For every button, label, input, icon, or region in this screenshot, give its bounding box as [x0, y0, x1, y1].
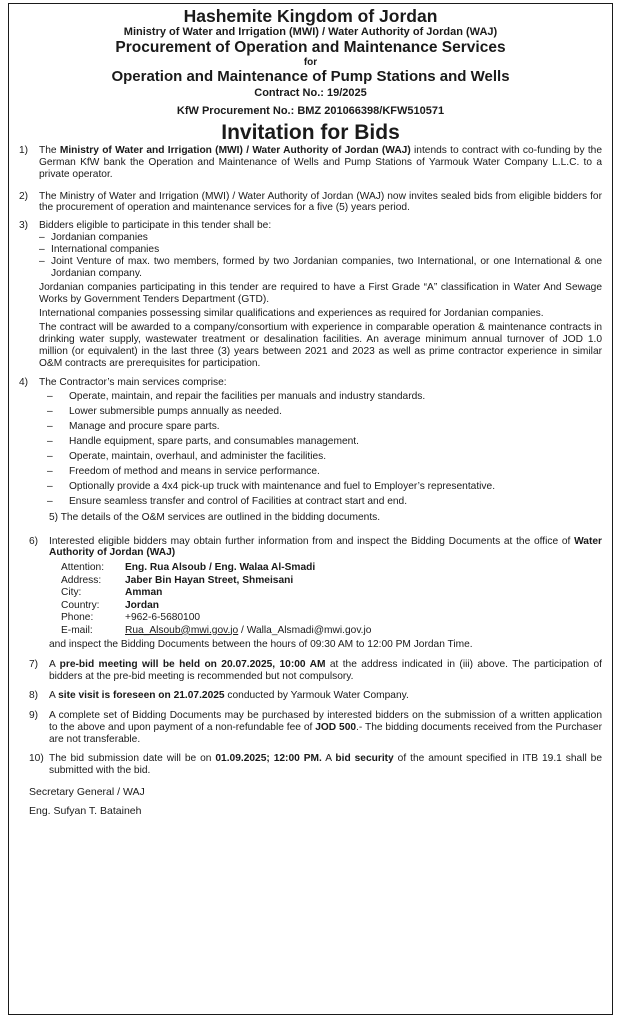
list-item: – Ensure seamless transfer and control of Facilities at contract start and end. [47, 496, 408, 508]
header-procurement: Procurement of Operation and Maintenance Services [115, 38, 506, 56]
phone-value: +962-6-5680100 [125, 612, 201, 624]
list-item: – Optionally provide a 4x4 pick-up truck with maintenance and fuel to Employer’s representative. [47, 481, 496, 493]
email-link-1[interactable]: Rua_Alsoub@mwi.gov.jo [125, 624, 239, 636]
country-value: Jordan [125, 599, 159, 611]
eligibility-list [39, 232, 602, 280]
signature-title: Secretary General / WAJ [29, 786, 145, 799]
attention-value: Eng. Rua Alsoub / Eng. Walaa Al-Smadi [125, 562, 316, 574]
signature-name: Eng. Sufyan T. Bataineh [29, 805, 142, 818]
header-ministry: Ministry of Water and Irrigation (MWI) / Water Authority of Jordan (WAJ) [123, 26, 498, 39]
header-project: Operation and Maintenance of Pump Stations and Wells [111, 68, 510, 86]
list-item: – Joint Venture of max. two members, formed by two Jordanian companies, two International, or one International & one Jordanian company. [39, 256, 602, 280]
kfw-number: KfW Procurement No.: BMZ 201066398/KFW510571 [176, 104, 445, 117]
eligibility-experience: The contract will be awarded to a company/consortium with experience in comparable operation & maintenance contracts in drinking water supply, wastewater treatment or desalination facilities. An average minimum annual turnover of JOD 1.0 million (or equivalent) in the last three (3) years between 2021 and 2023 as well as prime contractor experience in similar O&M contracts are prerequisites for participation. [39, 321, 602, 369]
eligibility-international: International companies possessing similar qualifications and experiences as required for Jordanian companies. [39, 307, 544, 319]
services-note: 5) The details of the O&M services are outlined in the bidding documents. [49, 511, 381, 523]
list-item: – Freedom of method and means in service performance. [47, 466, 320, 478]
contact-details: Attention: Eng. Rua Alsoub / Eng. Walaa Al-Smadi Address: Jaber Bin Hayan Street, Shmeisani City: Amman Country: Jordan Phone: +962-6-5680100 E-mail: Rua_Alsoub@mwi.gov.jo / Walla_Alsmadi@mwi.gov.jo [61, 562, 602, 637]
item-10: 10) The bid submission date will be on 01.09.2025; 12:00 PM. A bid security of the amount specified in ITB 19.1 shall be submitted with the bid. [29, 752, 603, 776]
city-value: Amman [125, 587, 163, 599]
item-4: 4) The Contractor’s main services comprise: – Operate, maintain, and repair the facilities per manuals and industry standards. – Lower submersible pumps annually as needed. – Manage and procure spare parts. – Handle equipment, spare parts, and consumables management. – Operate, maintain, overhaul, and administer the facilities. – Freedom of method and means in service performance. – Optionally provide a 4x4 pick-up truck with maintenance and fuel to Employer’s representative. – Ensure seamless transfer and control of Facilities at contract start and end. 5) The details of the O&M services are outlined in the bidding documents. [19, 377, 602, 527]
tender-notice [8, 3, 613, 1015]
email-link-2[interactable]: Walla_Alsmadi@mwi.gov.jo [246, 624, 372, 636]
address-value: Jaber Bin Hayan Street, Shmeisani [125, 574, 294, 586]
page-title: Invitation for Bids [221, 120, 400, 144]
list-item: – Manage and procure spare parts. [47, 420, 220, 432]
notice-body [19, 145, 602, 818]
header-country: Hashemite Kingdom of Jordan [183, 6, 438, 26]
list-item: – Handle equipment, spare parts, and consumables management. [47, 435, 359, 447]
list-item: – International companies [39, 244, 160, 256]
item-2: 2) The Ministry of Water and Irrigation (MWI) / Water Authority of Jordan (WAJ) now invites sealed bids from eligible bidders for the procurement of operation and maintenance services for a five (5) years period. [19, 190, 602, 214]
item-6: 6) Interested eligible bidders may obtain further information from and inspect the Bidding Documents at the office of Water Authority of Jordan (WAJ) Attention: Eng. Rua Alsoub / Eng. Walaa Al-Smadi Address: Jaber Bin Hayan Street, Shmeisani City: Amman Country: Jordan Phone: +962-6-5680100 E-mail: Rua_Alsoub@mwi.gov.jo / Walla_Alsmadi@mwi.gov.jo and inspect the Bidding Documents between the hours of 09:30 AM to 12:00 PM Jordan Time. [29, 535, 602, 651]
list-item: – Lower submersible pumps annually as needed. [47, 405, 282, 417]
header [19, 6, 602, 118]
eligibility-jordanian: Jordanian companies participating in this tender are required to have a First Grade “A” classification in Water And Sewage Works by Government Tenders Department (GTD). [39, 282, 602, 306]
contract-number: Contract No.: 19/2025 [254, 87, 367, 100]
item-9: 9) A complete set of Bidding Documents may be purchased by interested bidders on the submission of a written application to the above and upon payment of a non-refundable fee of JOD 500.- The bidding documents received from the Purchaser are not transferable. [29, 709, 602, 745]
list-item: – Operate, maintain, and repair the facilities per manuals and industry standards. [47, 390, 426, 402]
services-list [39, 391, 602, 509]
header-for: for [303, 56, 318, 68]
list-item: – Operate, maintain, overhaul, and administer the facilities. [47, 451, 327, 463]
list-item: – Jordanian companies [39, 232, 148, 244]
signature-block [29, 786, 602, 817]
item-8: 8) A site visit is foreseen on 21.07.2025 conducted by Yarmouk Water Company. [29, 689, 409, 701]
item-1: 1) The Ministry of Water and Irrigation (MWI) / Water Authority of Jordan (WAJ) intends to contract with co-funding by the German KfW bank the Operation and Maintenance of Wells and Pump Stations of Yarmouk Water Company L.L.C. to a private operator. [19, 144, 602, 180]
item-3: 3) Bidders eligible to participate in this tender shall be: – Jordanian companies – International companies – Joint Venture of max. two members, formed by two Jordanian companies, two International, or one International & one Jordanian company. Jordanian companies participating in this tender are required to have a First Grade “A” classification in Water And Sewage Works by Government Tenders Department (GTD). International companies possessing similar qualifications and experiences as required for Jordanian companies. The contract will be awarded to a company/consortium with experience in comparable operation & maintenance contracts in drinking water supply, wastewater treatment or desalination facilities. An average minimum annual turnover of JOD 1.0 million (or equivalent) in the last three (3) years between 2021 and 2023 as well as prime contractor experience in similar O&M contracts are prerequisites for participation. [19, 220, 602, 369]
item-7: 7) A pre-bid meeting will be held on 20.07.2025, 10:00 AM at the address indicated in (iii) above. The participation of bidders at the pre-bid meeting is recommended but not compulsory. [29, 658, 602, 682]
